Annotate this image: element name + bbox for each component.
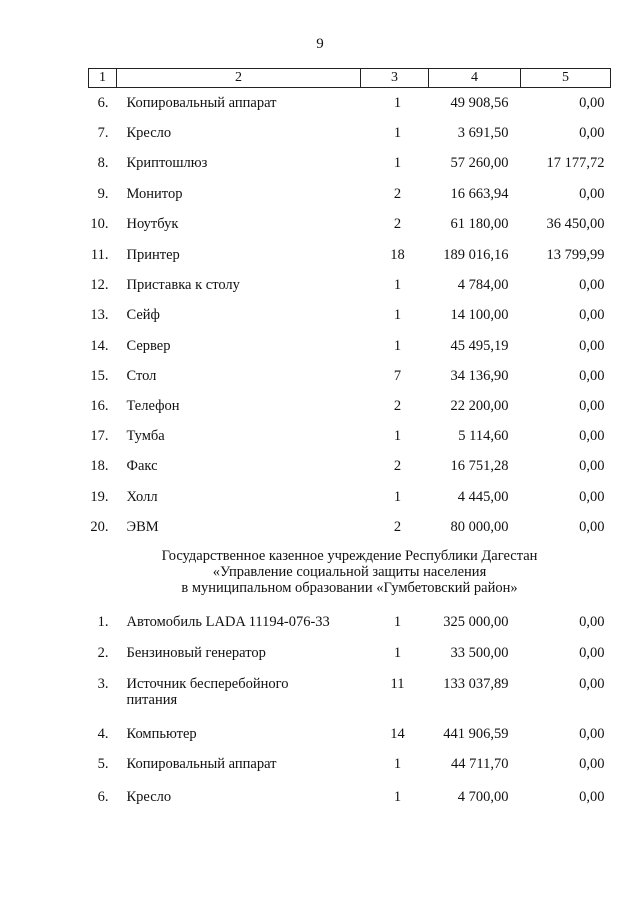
- table-row: [89, 180, 611, 210]
- table-row: [89, 392, 611, 422]
- table-row: [89, 362, 611, 392]
- table-row: [89, 332, 611, 362]
- inventory-table: [88, 68, 611, 819]
- row-amount: 22 200,00: [450, 397, 509, 414]
- table-row: [89, 513, 611, 543]
- row-residual: 17 177,72: [546, 154, 605, 171]
- row-name: Сервер: [126, 337, 171, 354]
- row-name-line-1: Источник бесперебойного: [126, 675, 289, 692]
- row-amount: 61 180,00: [450, 215, 509, 232]
- row-residual: 0,00: [579, 725, 605, 742]
- row-amount: 189 016,16: [443, 246, 509, 263]
- row-quantity: 1: [393, 337, 402, 354]
- row-name-line-2: питания: [126, 691, 178, 708]
- row-number: 14.: [90, 337, 109, 354]
- table-row: [89, 210, 611, 241]
- header-col-3: 3: [361, 69, 429, 88]
- row-amount: 325 000,00: [443, 613, 509, 630]
- row-name: Монитор: [126, 185, 183, 202]
- table-row: [89, 271, 611, 301]
- row-amount: 16 751,28: [450, 457, 509, 474]
- table-row: [89, 783, 611, 819]
- row-name: Кресло: [126, 788, 172, 805]
- table-row: [89, 750, 611, 783]
- row-residual: 0,00: [579, 644, 605, 661]
- row-number: 12.: [90, 276, 109, 293]
- header-col-1: 1: [89, 69, 117, 88]
- table-row: [89, 639, 611, 670]
- row-amount: 5 114,60: [458, 427, 509, 444]
- table-row: [89, 608, 611, 639]
- table-row: [89, 452, 611, 483]
- row-amount: 14 100,00: [450, 306, 509, 323]
- row-residual: 0,00: [579, 397, 605, 414]
- row-quantity: 7: [393, 367, 402, 384]
- row-quantity: 18: [390, 246, 405, 263]
- row-quantity: 1: [393, 488, 402, 505]
- table-row: [89, 241, 611, 271]
- row-name: Ноутбук: [126, 215, 179, 232]
- row-number: 8.: [97, 154, 109, 171]
- row-residual: 0,00: [579, 613, 605, 630]
- row-number: 4.: [97, 725, 109, 742]
- row-amount: 4 445,00: [457, 488, 509, 505]
- table-row: [89, 301, 611, 332]
- row-quantity: 1: [393, 788, 402, 805]
- row-number: 6.: [97, 95, 109, 111]
- row-name: Холл: [126, 488, 158, 505]
- row-residual: 0,00: [579, 95, 605, 111]
- row-residual: 0,00: [579, 367, 605, 384]
- row-number: 6.: [97, 788, 109, 805]
- row-residual: 0,00: [579, 518, 605, 535]
- row-residual: 0,00: [579, 276, 605, 293]
- row-name: Сейф: [126, 306, 160, 323]
- row-quantity: 1: [393, 95, 402, 111]
- row-number: 20.: [90, 518, 109, 535]
- header-col-5: 5: [521, 69, 611, 88]
- row-name: [117, 670, 361, 720]
- row-residual: 0,00: [579, 788, 605, 805]
- row-quantity: 2: [393, 457, 402, 474]
- row-residual: 0,00: [579, 185, 605, 202]
- row-quantity: 1: [393, 306, 402, 323]
- row-name: Приставка к столу: [126, 276, 240, 293]
- row-number: 3.: [97, 675, 109, 692]
- row-name: Стол: [126, 367, 157, 384]
- row-quantity: 2: [393, 518, 402, 535]
- row-name: Копировальный аппарат: [126, 755, 277, 772]
- section-heading-row: [89, 543, 611, 608]
- row-residual: 0,00: [579, 675, 605, 692]
- row-amount: 80 000,00: [450, 518, 509, 535]
- row-amount: 49 908,56: [450, 95, 509, 111]
- table-row: [89, 88, 611, 119]
- page-number: 9: [316, 36, 324, 52]
- table-body-bottom: [89, 608, 611, 819]
- row-number: 16.: [90, 397, 109, 414]
- row-name: Факс: [126, 457, 158, 474]
- section-heading: [89, 543, 611, 608]
- row-amount: 16 663,94: [450, 185, 509, 202]
- row-amount: 441 906,59: [443, 725, 509, 742]
- row-residual: 0,00: [579, 124, 605, 141]
- row-number: 5.: [97, 755, 109, 772]
- row-quantity: 1: [393, 154, 402, 171]
- row-amount: 45 495,19: [450, 337, 509, 354]
- row-quantity: 1: [393, 276, 402, 293]
- row-quantity: 2: [393, 185, 402, 202]
- row-amount: 133 037,89: [443, 675, 509, 692]
- row-quantity: 11: [390, 675, 405, 692]
- row-amount: 3 691,50: [457, 124, 509, 141]
- section-heading-body: [89, 543, 611, 608]
- row-number: 18.: [90, 457, 109, 474]
- row-quantity: 1: [393, 613, 402, 630]
- row-name: Автомобиль LADA 11194-076-33: [126, 613, 330, 630]
- row-residual: 0,00: [579, 306, 605, 323]
- table-row: [89, 720, 611, 750]
- row-residual: 0,00: [579, 337, 605, 354]
- table-header: [89, 69, 611, 88]
- row-residual: 0,00: [579, 755, 605, 772]
- row-name: Принтер: [126, 246, 180, 263]
- row-number: 17.: [90, 427, 109, 444]
- row-residual: 0,00: [579, 427, 605, 444]
- row-residual: 0,00: [579, 488, 605, 505]
- table-row: [89, 670, 611, 720]
- row-name: ЭВМ: [126, 518, 159, 535]
- row-name: Компьютер: [126, 725, 197, 742]
- row-number: 7.: [97, 124, 109, 141]
- row-quantity: 1: [393, 644, 402, 661]
- row-name: Криптошлюз: [126, 154, 208, 171]
- row-quantity: 1: [393, 755, 402, 772]
- section-heading-line-1: Государственное казенное учреждение Республики Дагестан: [161, 547, 538, 564]
- row-residual: 36 450,00: [546, 215, 605, 232]
- row-number: 10.: [90, 215, 109, 232]
- row-name: Бензиновый генератор: [126, 644, 266, 661]
- row-number: 13.: [90, 306, 109, 323]
- row-name: Телефон: [126, 397, 180, 414]
- header-col-4: 4: [429, 69, 521, 88]
- row-number: 2.: [97, 644, 109, 661]
- row-number: 11.: [90, 246, 109, 263]
- row-amount: 33 500,00: [450, 644, 509, 661]
- row-name: Тумба: [126, 427, 165, 444]
- row-number: 9.: [97, 185, 109, 202]
- table-body-top: [89, 88, 611, 543]
- row-residual: 0,00: [579, 457, 605, 474]
- row-quantity: 2: [393, 215, 402, 232]
- row-number: 19.: [90, 488, 109, 505]
- row-quantity: 1: [393, 427, 402, 444]
- row-amount: 57 260,00: [450, 154, 509, 171]
- table-row: [89, 119, 611, 149]
- section-heading-line-3: в муниципальном образовании «Гумбетовский район»: [181, 579, 518, 596]
- header-col-2: 2: [117, 69, 361, 88]
- row-number: 15.: [90, 367, 109, 384]
- section-heading-line-2: «Управление социальной защиты населения: [212, 563, 487, 580]
- row-amount: 34 136,90: [450, 367, 509, 384]
- row-number: 1.: [97, 613, 109, 630]
- row-amount: 44 711,70: [451, 755, 509, 772]
- row-name: Кресло: [126, 124, 172, 141]
- table-row: [89, 149, 611, 180]
- row-residual: 13 799,99: [546, 246, 605, 263]
- row-quantity: 14: [390, 725, 405, 742]
- row-amount: 4 784,00: [457, 276, 509, 293]
- table-row: [89, 483, 611, 513]
- table-row: [89, 422, 611, 452]
- row-name: Копировальный аппарат: [126, 95, 277, 111]
- row-quantity: 2: [393, 397, 402, 414]
- row-amount: 4 700,00: [457, 788, 509, 805]
- row-quantity: 1: [393, 124, 402, 141]
